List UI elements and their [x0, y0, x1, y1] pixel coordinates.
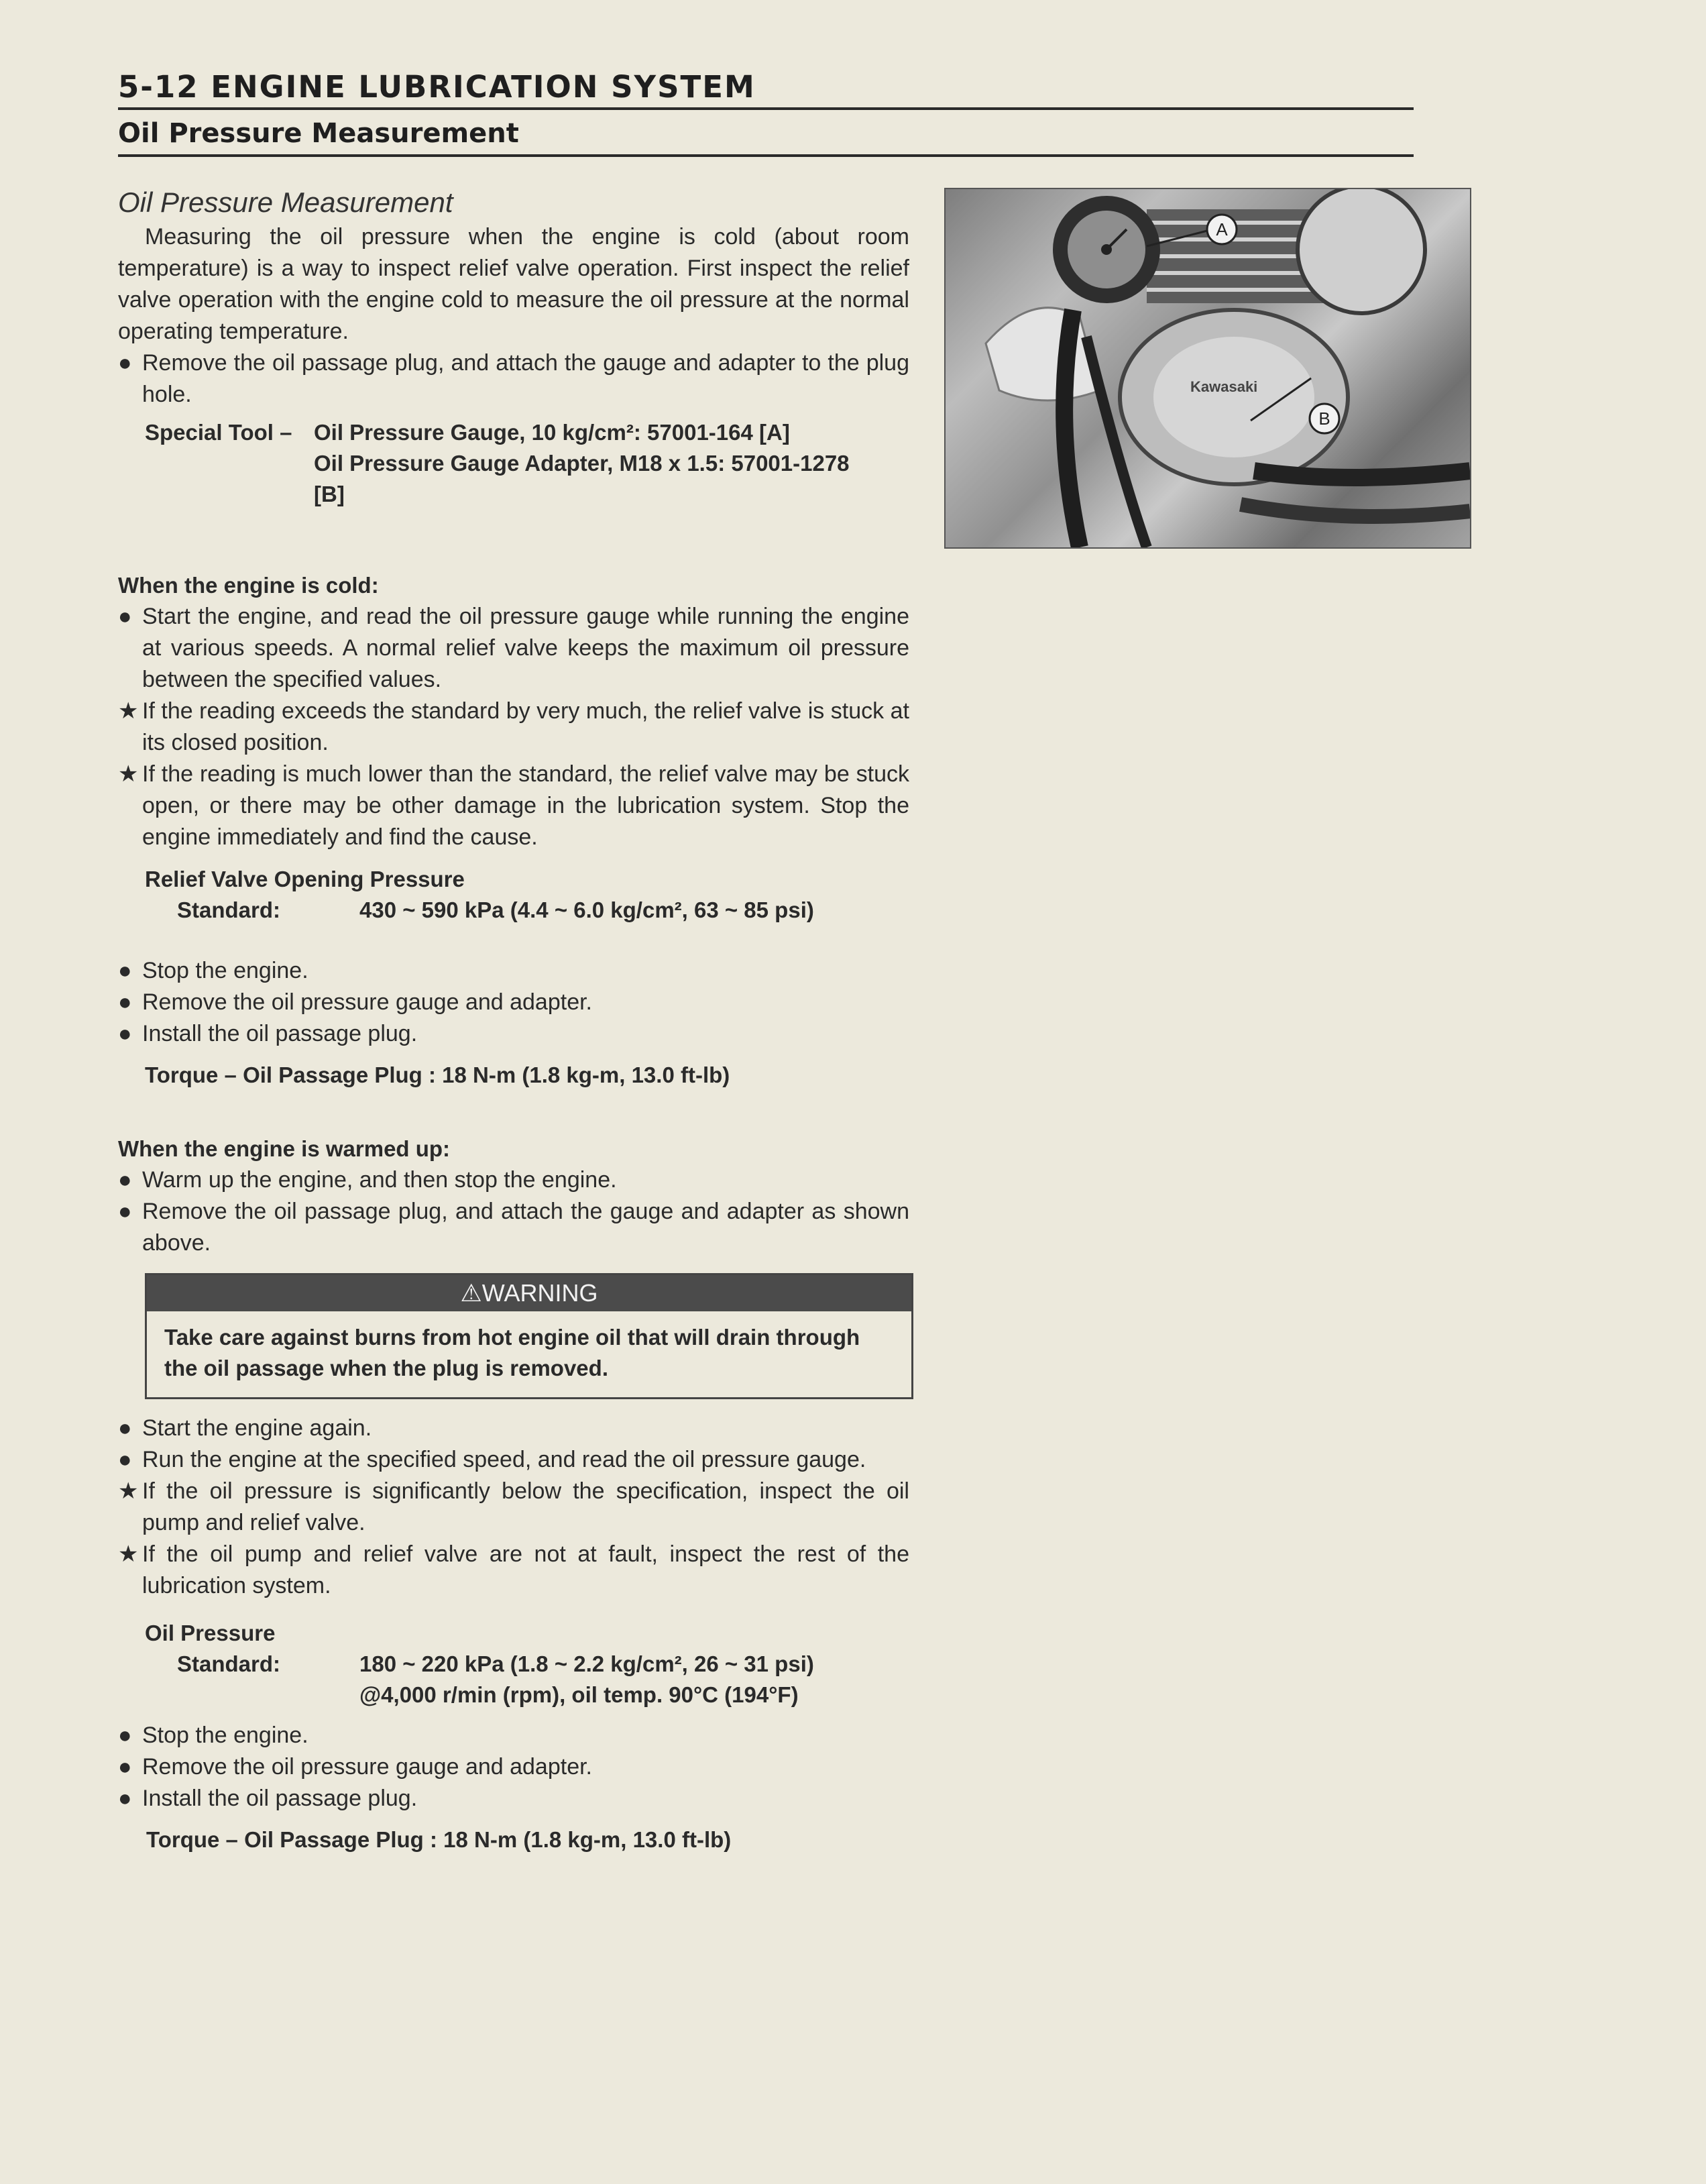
warm-spec-block [145, 1618, 909, 1710]
page-title: 5-12 ENGINE LUBRICATION SYSTEM [118, 69, 756, 105]
star-icon: ★ [118, 1478, 139, 1504]
special-tool-line1: Oil Pressure Gauge, 10 kg/cm²: 57001-164 [A] [314, 420, 790, 445]
warning-title: ⚠WARNING [147, 1275, 911, 1311]
list-item: ● Warm up the engine, and then stop the engine. [118, 1164, 909, 1196]
list-item: ● Remove the oil passage plug, and attach the gauge and adapter as shown above. [118, 1196, 909, 1259]
list-item: ★ If the reading is much lower than the standard, the relief valve may be stuck open, or there may be other damage in the lubrication system. Stop the engine immediately and find the cause. [118, 759, 909, 853]
page-header [118, 67, 1414, 157]
list-item: ● Install the oil passage plug. [118, 1018, 909, 1050]
bullet-icon: ● [118, 1415, 132, 1441]
special-tool-line2: Oil Pressure Gauge Adapter, M18 x 1.5: 57001-1278 [314, 451, 850, 476]
cold-spec-value: 430 ~ 590 kPa (4.4 ~ 6.0 kg/cm², 63 ~ 85 psi) [359, 897, 814, 922]
callout-a: A [1216, 219, 1228, 239]
bullet-icon: ● [118, 1167, 132, 1193]
list-item: ★ If the oil pump and relief valve are not at fault, inspect the rest of the lubrication system. [118, 1539, 909, 1602]
intro-paragraph: Measuring the oil pressure when the engine is cold (about room temperature) is a way to inspect relief valve operation. First inspect the relief valve operation with the engine cold to measure the oil pressure at the normal operating temperature. [118, 224, 909, 344]
warning-box [145, 1273, 913, 1399]
bullet-icon: ● [118, 1447, 132, 1472]
bullet-icon: ● [118, 350, 132, 376]
engine-photo [944, 188, 1471, 549]
warm-steps [118, 1413, 909, 1602]
warm-final-steps [118, 1720, 909, 1814]
callout-b: B [1318, 408, 1330, 429]
list-item: ● Run the engine at the specified speed, and read the oil pressure gauge. [118, 1444, 909, 1476]
star-icon: ★ [118, 761, 139, 787]
warm-spec-value2: @4,000 r/min (rpm), oil temp. 90°C (194°F) [359, 1682, 799, 1707]
intro-block [118, 184, 909, 411]
cold-heading: When the engine is cold: [118, 573, 379, 598]
warm-torque: Torque – Oil Passage Plug : 18 N-m (1.8 kg-m, 13.0 ft-lb) [146, 1827, 732, 1852]
list-item: ● Stop the engine. [118, 1720, 909, 1751]
bullet-icon: ● [118, 958, 132, 983]
warm-spec-title: Oil Pressure [145, 1621, 276, 1645]
bullet-icon: ● [118, 1786, 132, 1811]
intro-heading: Oil Pressure Measurement [118, 186, 453, 218]
special-tool-block [145, 417, 909, 510]
cold-steps [118, 955, 909, 1050]
warm-heading: When the engine is warmed up: [118, 1136, 451, 1161]
list-item: ● Start the engine again. [118, 1413, 909, 1444]
cold-spec-label: Standard: [177, 897, 281, 922]
special-tool-line3: [B] [314, 482, 345, 506]
section-title: Oil Pressure Measurement [118, 118, 519, 149]
star-icon: ★ [118, 698, 139, 724]
bullet-icon: ● [118, 989, 132, 1015]
warm-spec-value1: 180 ~ 220 kPa (1.8 ~ 2.2 kg/cm², 26 ~ 31 psi) [359, 1651, 814, 1676]
bullet-icon: ● [118, 604, 132, 629]
brand-label: Kawasaki [1190, 378, 1258, 395]
star-icon: ★ [118, 1541, 139, 1567]
special-tool-label: Special Tool – [145, 420, 292, 445]
list-item: ● Remove the oil passage plug, and attach the gauge and adapter to the plug hole. [118, 347, 909, 411]
list-item: ● Stop the engine. [118, 955, 909, 987]
engine-illustration [946, 189, 1470, 547]
section-rule [118, 154, 1414, 157]
cold-spec-title: Relief Valve Opening Pressure [145, 867, 465, 891]
cold-spec-block [145, 864, 909, 926]
bullet-icon: ● [118, 1754, 132, 1780]
list-item: ● Remove the oil pressure gauge and adapter. [118, 1751, 909, 1783]
list-item: ● Start the engine, and read the oil pressure gauge while running the engine at various speeds. A normal relief valve keeps the maximum oil pressure between the specified values. [118, 601, 909, 696]
list-item: ★ If the oil pressure is significantly below the specification, inspect the oil pump and relief valve. [118, 1476, 909, 1539]
warm-section [118, 1134, 909, 1259]
list-item: ● Remove the oil pressure gauge and adapter. [118, 987, 909, 1018]
bullet-icon: ● [118, 1199, 132, 1224]
cold-section [118, 570, 909, 853]
list-item: ● Install the oil passage plug. [118, 1783, 909, 1814]
bullet-icon: ● [118, 1723, 132, 1748]
warm-spec-label: Standard: [177, 1651, 281, 1676]
warning-text: Take care against burns from hot engine oil that will drain through the oil passage when the plug is removed. [164, 1325, 860, 1380]
header-rule [118, 107, 1414, 110]
bullet-icon: ● [118, 1021, 132, 1046]
list-item: ★ If the reading exceeds the standard by very much, the relief valve is stuck at its closed position. [118, 696, 909, 759]
cold-torque: Torque – Oil Passage Plug : 18 N-m (1.8 kg-m, 13.0 ft-lb) [145, 1062, 730, 1087]
